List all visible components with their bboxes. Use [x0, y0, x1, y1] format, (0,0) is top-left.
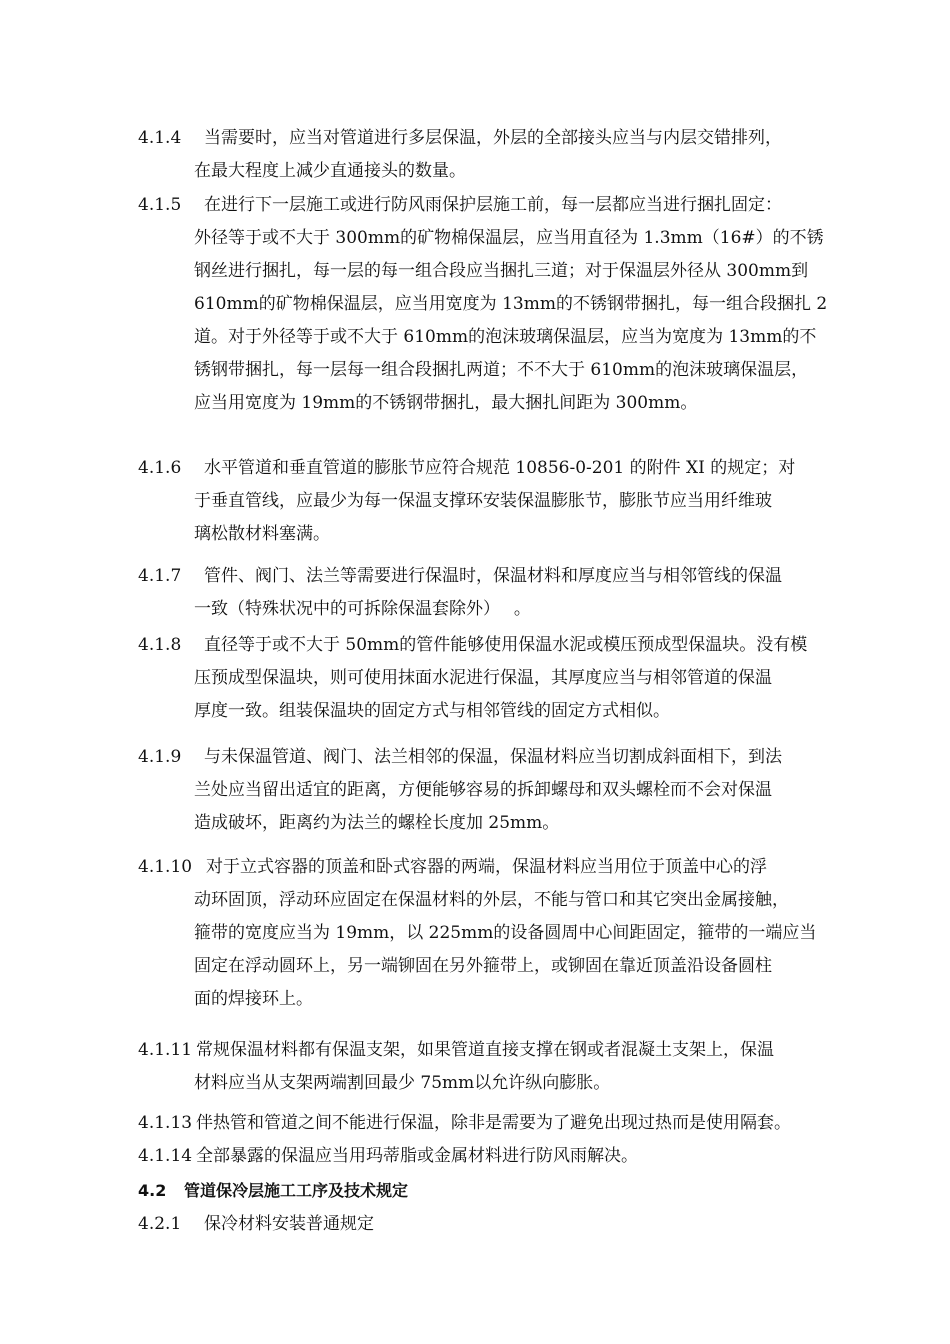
clause-line: 常规保温材料都有保温支架，如果管道直接支撑在钢或者混凝土支架上，保温: [196, 1040, 774, 1060]
clause-line: 造成破坏，距离约为法兰的螺栓长度加 25mm。: [194, 813, 560, 833]
clause-line: 动环固顶，浮动环应固定在保温材料的外层，不能与管口和其它突出金属接触，: [194, 890, 789, 910]
clause-line: 应当用宽度为 19mm的不锈钢带捆扎，最大捆扎间距为 300mm。: [194, 393, 698, 413]
clause-4-1-9: [138, 741, 876, 840]
clause-4-1-14: [138, 1140, 876, 1173]
clause-line: 厚度一致。组装保温块的固定方式与相邻管线的固定方式相似。: [194, 701, 670, 721]
clause-line: 兰处应当留出适宜的距离，方便能够容易的拆卸螺母和双头螺栓而不会对保温: [194, 780, 772, 800]
clause-number: 4.1.11: [138, 1040, 193, 1060]
clause-line: 在最大程度上减少直通接头的数量。: [194, 161, 466, 181]
clause-line: 伴热管和管道之间不能进行保温，除非是需要为了避免出现过热而是使用隔套。: [196, 1113, 791, 1133]
clause-4-1-11: [138, 1034, 876, 1100]
clause-4-1-10: [138, 851, 876, 1016]
clause-4-1-6: [138, 452, 876, 551]
clause-line: 材料应当从支架两端割回最少 75mm以允许纵向膨胀。: [194, 1073, 611, 1093]
clause-number: 4.1.13: [138, 1113, 193, 1133]
clause-line: 对于立式容器的顶盖和卧式容器的两端，保温材料应当用位于顶盖中心的浮: [206, 857, 767, 877]
clause-number: 4.1.9: [138, 747, 182, 767]
section-heading: [138, 1174, 408, 1207]
subsection-4-2-1: [138, 1208, 876, 1241]
clause-line: 外径等于或不大于 300mm的矿物棉保温层，应当用直径为 1.3mm（16#）的不锈: [194, 228, 824, 248]
clause-line: 璃松散材料塞满。: [194, 524, 330, 544]
clause-4-1-13: [138, 1107, 876, 1140]
clause-number: 4.1.4: [138, 128, 182, 148]
clause-line: 管件、阀门、法兰等需要进行保温时，保温材料和厚度应当与相邻管线的保温: [204, 566, 782, 586]
clause-line: 在进行下一层施工或进行防风雨保护层施工前，每一层都应当进行捆扎固定：: [204, 195, 782, 215]
clause-line: 与未保温管道、阀门、法兰相邻的保温，保温材料应当切割成斜面相下，到法: [204, 747, 782, 767]
clause-number: 4.1.14: [138, 1146, 193, 1166]
clause-line: 钢丝进行捆扎，每一层的每一组合段应当捆扎三道；对于保温层外径从 300mm到: [194, 261, 809, 281]
clause-line: 面的焊接环上。: [194, 989, 313, 1009]
clause-number: 4.1.8: [138, 635, 182, 655]
clause-line: 锈钢带捆扎，每一层每一组合段捆扎两道；不不大于 610mm的泡沫玻璃保温层，: [194, 360, 809, 380]
clause-line: 于垂直管线，应最少为每一保温支撑环安装保温膨胀节，膨胀节应当用纤维玻: [194, 491, 772, 511]
subsection-title: 保冷材料安装普通规定: [204, 1214, 374, 1234]
clause-line: 道。对于外径等于或不大于 610mm的泡沫玻璃保温层，应当为宽度为 13mm的不: [194, 327, 817, 347]
clause-4-1-8: [138, 629, 876, 728]
clause-line: 610mm的矿物棉保温层，应当用宽度为 13mm的不锈钢带捆扎，每一组合段捆扎 2: [194, 294, 828, 314]
clause-line: 当需要时，应当对管道进行多层保温，外层的全部接头应当与内层交错排列，: [204, 128, 782, 148]
clause-4-1-5: [138, 189, 876, 420]
clause-number: 4.1.7: [138, 566, 182, 586]
clause-number: 4.1.6: [138, 458, 182, 478]
clause-4-1-7: [138, 560, 876, 626]
section-title: 管道保冷层施工工序及技术规定: [184, 1181, 409, 1200]
clause-line: 全部暴露的保温应当用玛蒂脂或金属材料进行防风雨解决。: [196, 1146, 638, 1166]
clause-4-1-4: [138, 122, 876, 188]
clause-line: 一致（特殊状况中的可拆除保温套除外） 。: [194, 599, 531, 619]
clause-line: 直径等于或不大于 50mm的管件能够使用保温水泥或模压预成型保温块。没有模: [204, 635, 808, 655]
subsection-number: 4.2.1: [138, 1214, 182, 1234]
clause-number: 4.1.5: [138, 195, 182, 215]
section-number: 4.2: [138, 1181, 167, 1200]
clause-line: 固定在浮动圆环上，另一端铆固在另外箍带上，或铆固在靠近顶盖沿设备圆柱: [194, 956, 772, 976]
clause-line: 箍带的宽度应当为 19mm，以 225mm的设备圆周中心间距固定，箍带的一端应当: [194, 923, 817, 943]
clause-line: 压预成型保温块，则可使用抹面水泥进行保温，其厚度应当与相邻管道的保温: [194, 668, 772, 688]
clause-line: 水平管道和垂直管道的膨胀节应符合规范 10856-0-201 的附件 XI 的规定；对: [204, 458, 796, 478]
clause-number: 4.1.10: [138, 857, 193, 877]
